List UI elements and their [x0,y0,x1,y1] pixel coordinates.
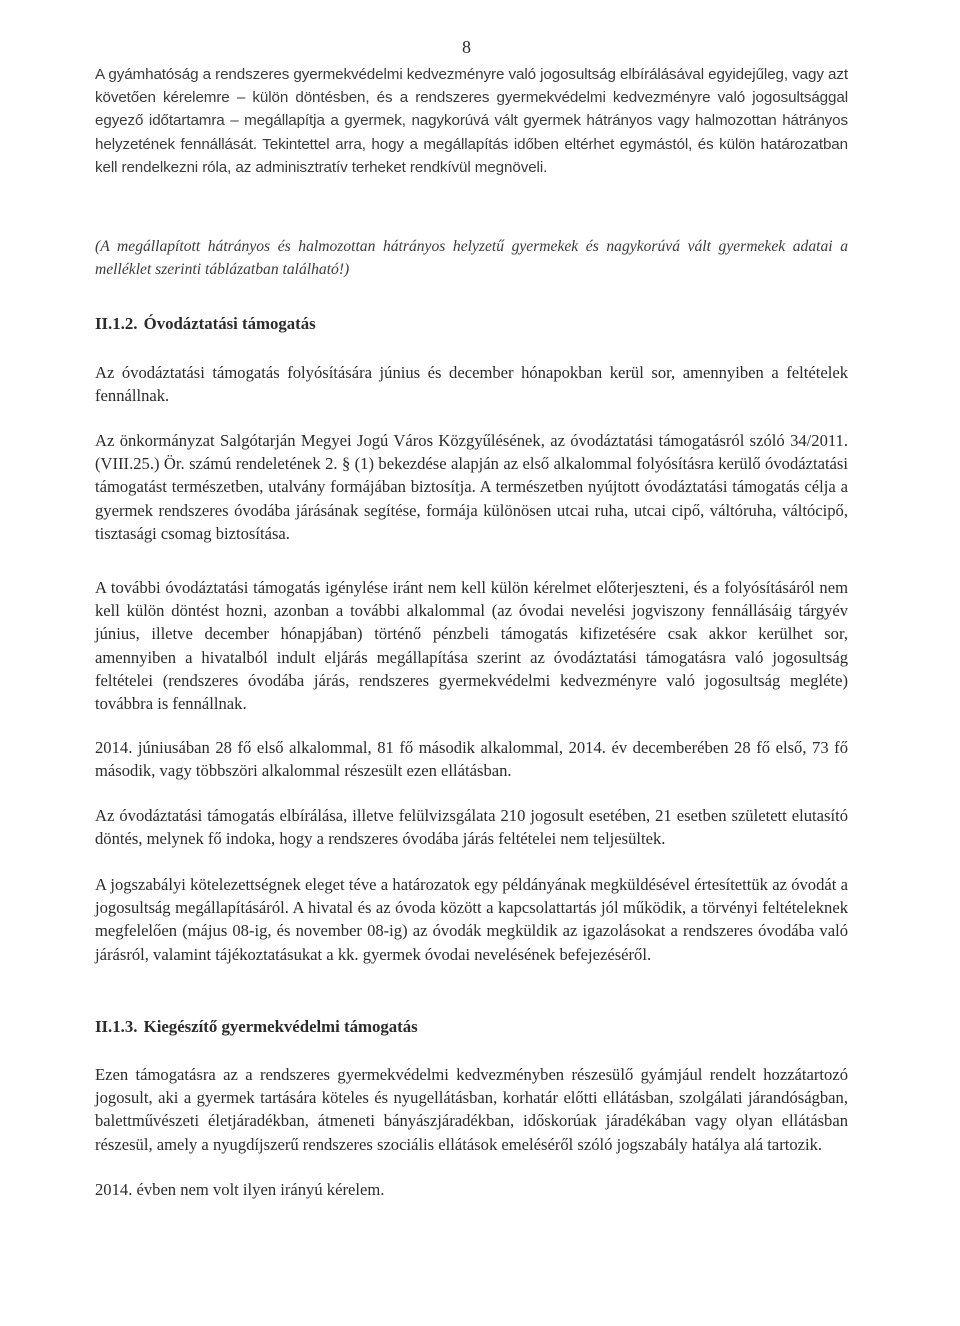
paragraph-nem-volt-kerelem: 2014. évben nem volt ilyen irányú kérelem. [95,1180,385,1199]
section-heading-kiegeszito [95,1016,418,1038]
paragraph-tovabbi-tamogatas: A további óvodáztatási támogatás igénylése iránt nem kell külön kérelmet előterjeszteni, és a folyósításáról nem kell külön döntést hozni, azonban a további alkalommal (az óvodai nevelési jogviszony fennállásáig tárgyév június, illetve december hónapjában) történő pénzbeli támogatás kifizetésére csak akkor kerülhet sor, amennyiben a hivatalból indult eljárás megállapítása szerint az óvodáztatási támogatásra való jogosultság feltételei (rendszeres óvodába járás, rendszeres gyermekvédelmi kedvezményre való jogosultság megléte) továbbra is fennállnak. [95,578,848,714]
paragraph-elbiralas: Az óvodáztatási támogatás elbírálása, illetve felülvizsgálata 210 jogosult esetében, 21 esetben született elutasító döntés, melynek fő indoka, hogy a rendszeres óvodába járás feltételei nem teljesültek. [95,806,848,849]
section-heading-ovodaztatasi [95,313,316,335]
section-number: II.1.3. [95,1017,138,1036]
paragraph-gyamhatosag: A gyámhatóság a rendszeres gyermekvédelmi kedvezményre való jogosultság elbírálásával egyidejűleg, vagy azt követően kérelemre – külön döntésben, és a rendszeres gyermekvédelmi kedvezményre való jogosultsággal egyező időtartamra – megállapítja a gyermek, nagykorúvá vált gyermek hátrányos vagy halmozottan hátrányos helyzetének fennállását. Tekintettel arra, hogy a megállapítás időben eltérhet egymástól, és külön határozatban kell rendelkezni róla, az adminisztratív terheket rendkívül megnöveli. [95,66,848,176]
section-number: II.1.2. [95,314,138,333]
paragraph-rendelet: Az önkormányzat Salgótarján Megyei Jogú Város Közgyűlésének, az óvodáztatási támogatásról szóló 34/2011.(VIII.25.) Ör. számú rendeletének 2. § (1) bekezdése alapján az első alkalommal folyósításra kerülő óvodáztatási támogatást természetben, utalvány formájában biztosítja. A természetben nyújtott óvodáztatási támogatás célja a gyermek rendszeres óvodába járásának segítése, formája különösen utcai ruha, utcai cipő, váltóruha, váltócipő, tisztasági csomag biztosítása. [95,431,848,543]
page-number: 8 [462,37,471,57]
paragraph-jogszabalyi-kotelezettseg: A jogszabályi kötelezettségnek eleget téve a határozatok egy példányának megküldésével értesítettük az óvodát a jogosultság megállapításáról. A hivatal és az óvoda között a kapcsolattartás jól működik, a törvényi feltételeknek megfelelően (május 08-ig, és november 08-ig) az óvodák megküldik az igazolásokat a rendszeres óvodába való járásról, valamint tájékoztatásukat a kk. gyermek óvodai nevelésének befejezéséről. [95,875,848,964]
paragraph-folyositas: Az óvodáztatási támogatás folyósítására június és december hónapokban kerül sor, amennyiben a feltételek fennállnak. [95,363,848,406]
paragraph-statisztika-2014: 2014. júniusában 28 fő első alkalommal, 81 fő második alkalommal, 2014. év decemberében 28 fő első, 73 fő második, vagy többszöri alkalommal részesült ezen ellátásban. [95,738,848,781]
section-title: Óvodáztatási támogatás [143,314,316,333]
section-title: Kiegészítő gyermekvédelmi támogatás [143,1017,418,1036]
paragraph-kiegeszito-jogosult: Ezen támogatásra az a rendszeres gyermekvédelmi kedvezményben részesülő gyámjául rendelt hozzátartozó jogosult, aki a gyermek tartására köteles és nyugellátásban, korhatár előtti ellátásban, szolgálati járandóságban, balettművészeti életjáradékban, átmeneti bányászjáradékban, időskorúak járadékában vagy olyan ellátásban részesül, amely a nyugdíjszerű rendszeres szociális ellátások emeléséről szóló jogszabály hatálya alá tartozik. [95,1065,848,1154]
paragraph-note-melleklet: (A megállapított hátrányos és halmozottan hátrányos helyzetű gyermekek és nagykorúvá vált gyermekek adatai a melléklet szerinti táblázatban található!) [95,238,848,279]
